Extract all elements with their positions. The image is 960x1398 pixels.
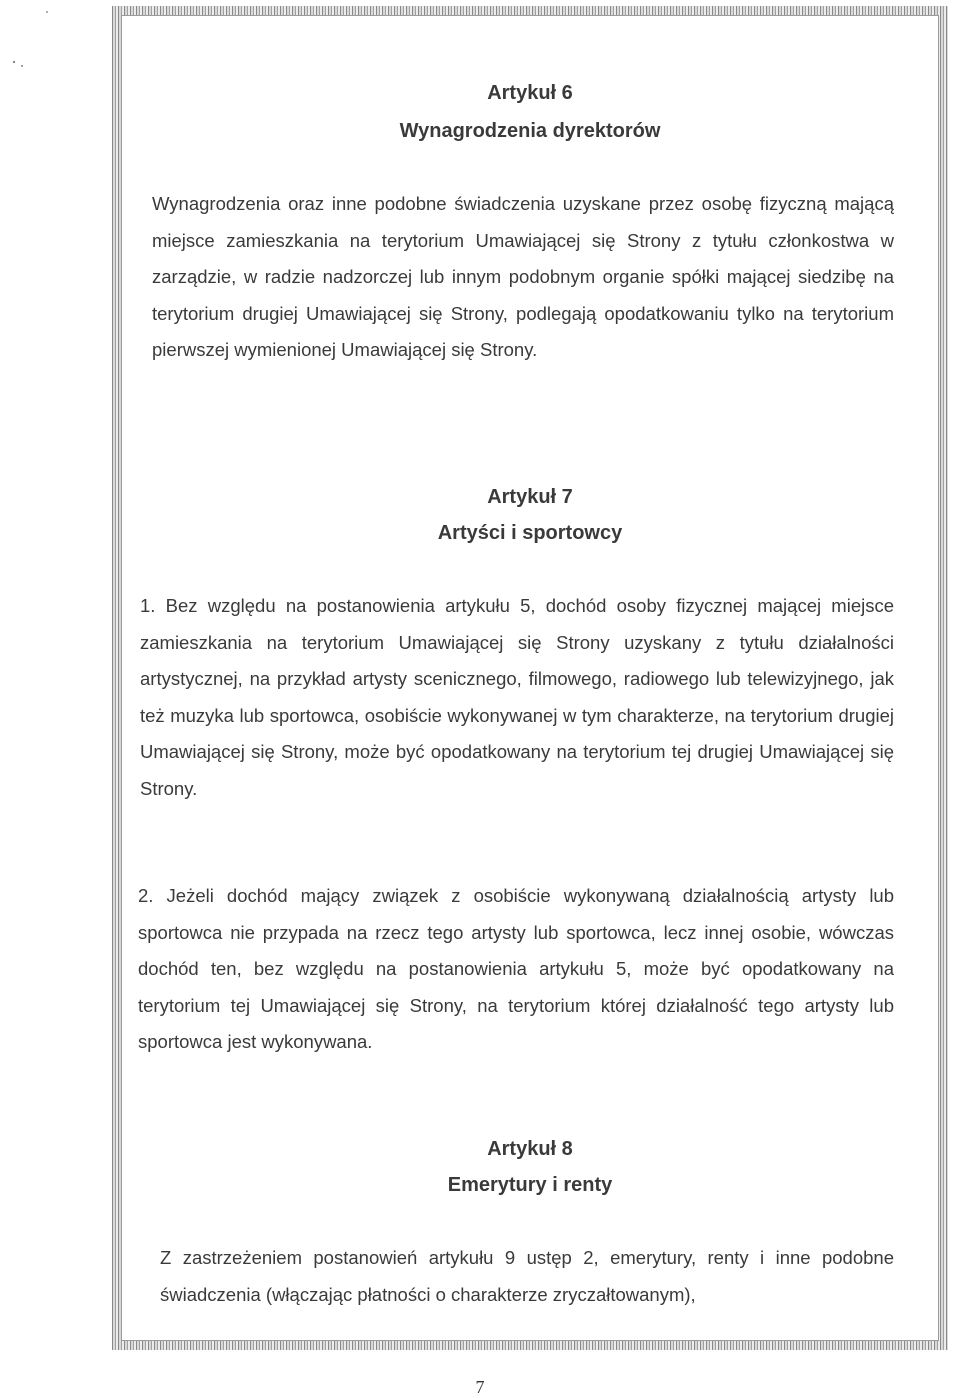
article-6-text: Wynagrodzenia oraz inne podobne świadczenia uzyskane przez osobę fizyczną mającą miejsce zamieszkania na terytorium Umawiającej się Strony z tytułu członkostwa w zarządzie, w radzie nadzorczej lub innym podobnym organie spółki mającej siedzibę na terytorium drugiej Umawiającej się Strony, podlegają opodatkowaniu tylko na terytorium pierwszej wymienionej Umawiającej się Strony. <box>152 193 894 360</box>
paragraph-2-number: 2. <box>138 885 154 906</box>
article-6-number: Artykuł 6 <box>487 82 573 104</box>
article-8-text: Z zastrzeżeniem postanowień artykułu 9 ustęp 2, emerytury, renty i inne podobne świadczenia (włączając płatności o charakterze zryczałtowanym), <box>160 1247 894 1305</box>
article-6-title: Wynagrodzenia dyrektorów <box>399 120 661 142</box>
article-7-paragraph-2 <box>138 878 894 1061</box>
paragraph-1-number: 1. <box>140 595 156 616</box>
page-number: 7 <box>475 1377 485 1397</box>
article-7-number: Artykuł 7 <box>487 486 573 508</box>
paragraph-1-text: Bez względu na postanowienia artykułu 5, dochód osoby fizycznej mającej miejsce zamieszkania na terytorium Umawiającej się Strony uzyskany z tytułu działalności artystycznej, na przykład artysty scenicznego, filmowego, radiowego lub telewizyjnego, jak też muzyka lub sportowca, osobiście wykonywanej w tym charakterze, na terytorium drugiej Umawiającej się Strony, może być opodatkowany na terytorium tej drugiej Umawiającej się Strony. <box>140 595 895 799</box>
paragraph-2-text: Jeżeli dochód mający związek z osobiście wykonywaną działalnością artysty lub sportowca nie przypada na rzecz tego artysty lub sportowca, lecz innej osobie, wówczas dochód ten, bez względu na postanowienia artykułu 5, może być opodatkowany na terytorium tej Umawiającej się Strony, na terytorium której działalność tego artysty lub sportowca jest wykonywana. <box>138 885 895 1052</box>
article-8-number: Artykuł 8 <box>487 1138 573 1160</box>
article-7-title: Artyści i sportowcy <box>437 522 623 544</box>
article-7-paragraph-1 <box>140 588 894 807</box>
article-8-title: Emerytury i renty <box>447 1174 613 1196</box>
